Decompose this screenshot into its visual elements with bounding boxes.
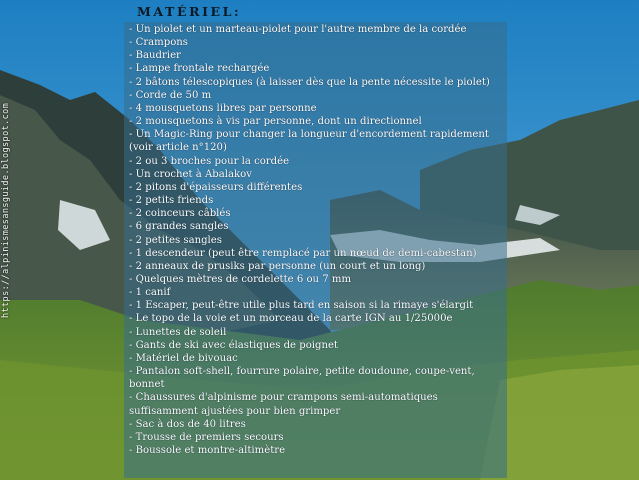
- list-item: - Quelques mètres de cordelette 6 ou 7 mm: [129, 273, 352, 285]
- list-item: - 1 Escaper, peut-être utile plus tard en saison si la rimaye s'élargit: [129, 300, 474, 312]
- list-item: - 1 canif: [129, 287, 171, 299]
- list-item: - Matériel de bivouac: [129, 352, 238, 364]
- page-title: MATÉRIEL:: [137, 4, 242, 19]
- list-item: - 2 pitons d'épaisseurs différentes: [129, 181, 303, 193]
- list-item: - Baudrier: [129, 50, 181, 62]
- list-item: - Le topo de la voie et un morceau de la carte IGN au 1/25000e: [129, 313, 453, 325]
- list-item: - 2 mousquetons à vis par personne, dont un directionnel: [129, 116, 422, 128]
- list-item: - 2 ou 3 broches pour la cordée: [129, 155, 290, 167]
- list-item: - 2 petites sangles: [129, 234, 222, 246]
- list-item: - 1 descendeur (peut être remplacé par un nœud de demi-cabestan): [129, 247, 477, 259]
- list-item: - Pantalon soft-shell, fourrure polaire, petite doudoune, coupe-vent, bonnet: [129, 366, 475, 391]
- list-item: - Un crochet à Abalakov: [129, 168, 252, 180]
- list-item: - 2 bâtons télescopiques (à laisser dès que la pente nécessite le piolet): [129, 76, 490, 88]
- list-item: - 4 mousquetons libres par personne: [129, 102, 317, 114]
- list-item: - Boussole et montre-altimètre: [129, 445, 286, 456]
- list-item: - Un Magic-Ring pour changer la longueur d'encordement rapidement (voir article n°120): [129, 129, 489, 154]
- list-item: - Lunettes de soleil: [129, 326, 227, 338]
- list-item: - Sac à dos de 40 litres: [129, 418, 246, 430]
- list-item: - Trousse de premiers secours: [129, 431, 284, 443]
- list-item: - Gants de ski avec élastiques de poignet: [129, 339, 338, 351]
- list-item: - 2 petits friends: [129, 195, 214, 207]
- list-item: - 2 coinceurs câblés: [129, 208, 231, 220]
- list-item: - Lampe frontale rechargée: [129, 63, 270, 75]
- list-item: - 6 grandes sangles: [129, 221, 229, 233]
- list-item: - Crampons: [129, 37, 188, 49]
- equipment-list: [129, 23, 509, 457]
- list-item: - Chaussures d'alpinisme pour crampons semi-automatiques suffisamment ajustées pour bien grimper: [129, 392, 438, 417]
- list-item: - Un piolet et un marteau-piolet pour l'autre membre de la cordée: [129, 24, 467, 35]
- watermark-url: https://alpinismesansguide.blogspot.com: [1, 102, 11, 318]
- list-item: - 2 anneaux de prusiks par personne (un court et un long): [129, 260, 426, 272]
- list-item: - Corde de 50 m: [129, 89, 212, 101]
